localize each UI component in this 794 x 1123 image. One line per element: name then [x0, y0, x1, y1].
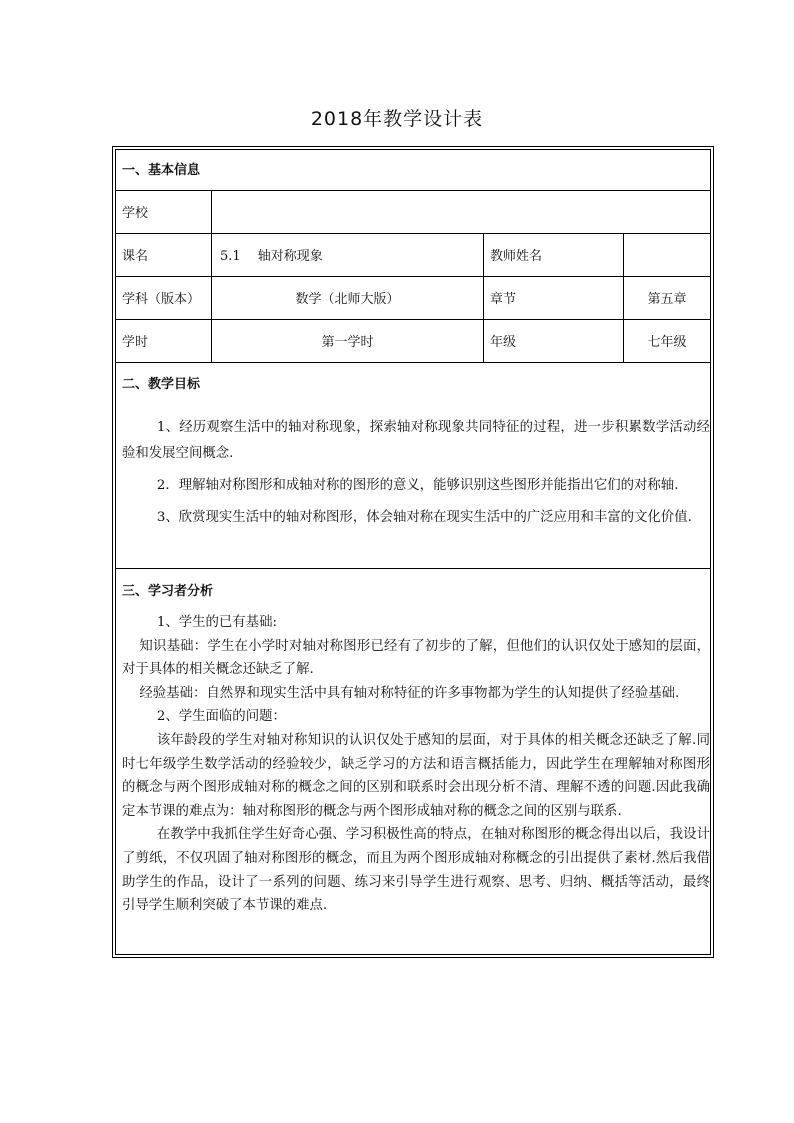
row-divider [116, 319, 710, 320]
design-table-inner [115, 149, 711, 955]
section-learner-analysis-header: 三、学习者分析 [122, 584, 214, 599]
objective-item: 1、经历观察生活中的轴对称现象，探索轴对称现象共同特征的过程，进一步积累数学活动经验和发展空间概念. [122, 420, 710, 461]
grade-value[interactable]: 七年级 [647, 335, 687, 350]
objective-item: 2．理解轴对称图形和成轴对称的图形的意义，能够识别这些图形并能指出它们的对称轴. [156, 478, 679, 493]
column-divider [483, 233, 484, 362]
analysis-paragraph: 该年龄段的学生对轴对称知识的认识仅处于感知的层面，对于具体的相关概念还缺乏了解.同时七年级学生数学活动的经验较少，缺乏学习的方法和语言概括能力，因此学生在理解轴对称图形的概念与两个图形成轴对称的概念之间的区别和联系时会出现分析不清、理解不透的问题.因此我确定本节课的难点为：轴对称图形的概念与两个图形成轴对称的概念之间的区别与联系. [122, 732, 710, 819]
design-table [112, 146, 714, 958]
chapter-value[interactable]: 第五章 [647, 292, 687, 307]
analysis-paragraph: 在教学中我抓住学生好奇心强、学习积极性高的特点，在轴对称图形的概念得出以后，我设计了剪纸，不仅巩固了轴对称图形的概念，而且为两个图形成轴对称概念的引出提供了素材.然后我借助学生的作品，设计了一系列的问题、练习来引导学生进行观察、思考、归纳、概括等活动，最终引导学生顺利突破了本节课的难点. [122, 827, 710, 914]
row-divider [116, 233, 710, 234]
period-value[interactable]: 第一学时 [321, 335, 374, 350]
teacher-label: 教师姓名 [490, 249, 543, 264]
analysis-paragraph: 1、学生的已有基础: [156, 615, 277, 630]
row-divider [116, 362, 710, 363]
learner-analysis-text [122, 611, 710, 918]
objective-item: 3、欣赏现实生活中的轴对称图形，体会轴对称在现实生活中的广泛应用和丰富的文化价值. [156, 510, 692, 525]
analysis-paragraph: 经验基础：自然界和现实生活中具有轴对称特征的许多事物都为学生的认知提供了经验基础. [139, 685, 680, 701]
objectives-text [122, 415, 710, 531]
section-objectives-header: 二、教学目标 [122, 377, 201, 392]
row-divider [116, 190, 710, 191]
section-basic-info-header: 一、基本信息 [122, 163, 201, 178]
analysis-paragraph: 2、学生面临的问题： [156, 709, 286, 725]
row-divider [116, 568, 710, 569]
school-label: 学校 [122, 206, 149, 221]
course-label: 课名 [122, 249, 149, 264]
subject-value[interactable]: 数学（北师大版） [295, 292, 400, 307]
analysis-paragraph: 知识基础：学生在小学时对轴对称图形已经有了初步的了解，但他们的认识仅处于感知的层面，对于具体的相关概念还缺乏了解. [122, 638, 710, 678]
page-title: 2018年教学设计表 [310, 108, 484, 130]
period-label: 学时 [122, 335, 149, 350]
chapter-label: 章节 [490, 292, 517, 307]
subject-label: 学科（版本） [122, 292, 201, 307]
course-value[interactable]: 5.1 轴对称现象 [220, 249, 323, 264]
row-divider [116, 276, 710, 277]
grade-label: 年级 [490, 335, 517, 350]
